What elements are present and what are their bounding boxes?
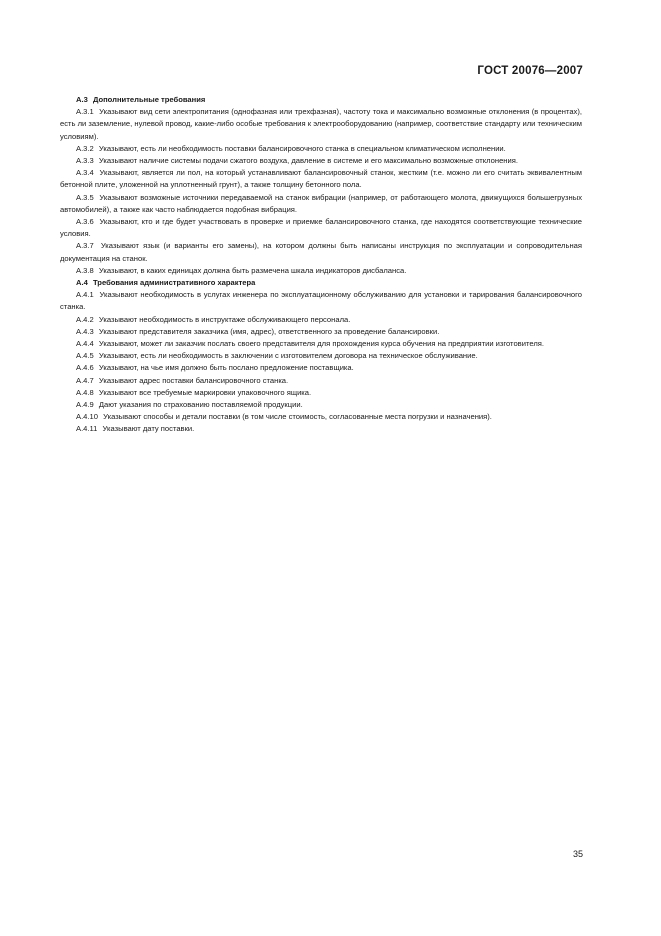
- paragraph: [60, 338, 582, 350]
- paragraph: [60, 216, 582, 240]
- paragraph-text: Указывают возможные источники передаваемой на станок вибрации (например, от работающего молота, движущихся большегрузных автомобилей), а также как часто наблюдается подобная вибрация.: [60, 192, 582, 214]
- paragraph-text: Указывают адрес поставки балансировочного станка.: [98, 375, 289, 385]
- paragraph-number: А.4.3: [76, 326, 94, 336]
- paragraph: [60, 387, 582, 399]
- paragraph-number: А.4.11: [76, 424, 98, 434]
- paragraph-text: Указывают язык (и варианты его замены), на котором должны быть написаны инструкция по эксплуатации и сопроводительная документация на станок.: [60, 241, 582, 263]
- paragraph: [60, 350, 582, 362]
- section-number: А.4: [76, 278, 88, 288]
- paragraph-text: Указывают, на чье имя должно быть послано предложение поставщика.: [98, 363, 354, 373]
- section-number: А.3: [76, 95, 88, 104]
- paragraph-number: А.3.6: [76, 217, 94, 227]
- paragraph: [60, 411, 582, 423]
- page-number: 35: [572, 849, 583, 859]
- paragraph: [60, 192, 582, 216]
- paragraph: [60, 423, 582, 435]
- paragraph-number: А.3.2: [76, 143, 94, 153]
- paragraph: [60, 167, 582, 191]
- paragraph: [60, 106, 582, 143]
- paragraph: [60, 155, 582, 167]
- section-title: Дополнительные требования: [92, 95, 206, 104]
- paragraph: [60, 143, 582, 155]
- paragraph: [60, 289, 582, 313]
- paragraph-number: А.4.8: [76, 387, 94, 397]
- paragraph: [60, 326, 582, 338]
- paragraph-number: А.4.9: [76, 400, 94, 410]
- paragraph: [60, 265, 582, 277]
- paragraph-number: А.4.4: [76, 339, 94, 349]
- paragraph-text: Указывают все требуемые маркировки упаковочного ящика.: [98, 387, 312, 397]
- paragraph: [60, 240, 582, 264]
- paragraph-text: Указывают необходимость в инструктаже обслуживающего персонала.: [98, 314, 351, 324]
- paragraph-number: А.4.7: [76, 375, 94, 385]
- paragraph-number: А.3.3: [76, 156, 94, 166]
- paragraph: [60, 399, 582, 411]
- paragraph-number: А.4.5: [76, 351, 94, 361]
- paragraph: [60, 375, 582, 387]
- paragraph-text: Указывают вид сети электропитания (однофазная или трехфазная), частоту тока и максимально возможные отклонения (в процентах), есть ли заземление, нулевой провод, какие-либо особые требования к электрооборудованию (например, соответствие стандарту или техническим условиям).: [60, 107, 582, 141]
- document-body: [60, 94, 582, 436]
- paragraph-text: Указывают, является ли пол, на который устанавливают балансировочный станок, жестким (т.е. можно ли его считать эквивалентным бетонной плите, уложенной на уплотненный грунт), а также толщину бетонного пола.: [60, 168, 582, 190]
- paragraph-text: Указывают, есть ли необходимость в заключении с изготовителем договора на техническое обслуживание.: [98, 351, 478, 361]
- paragraph-number: А.3.7: [76, 241, 94, 251]
- paragraph-number: А.3.5: [76, 192, 94, 202]
- paragraph-text: Указывают, кто и где будет участвовать в проверке и приемке балансировочного станка, где находятся соответствующие технические условия.: [60, 217, 582, 239]
- paragraph-text: Указывают наличие системы подачи сжатого воздуха, давление в системе и его максимально возможные отклонения.: [98, 156, 518, 166]
- paragraph-number: А.3.1: [76, 107, 94, 117]
- document-id: ГОСТ 20076—2007: [477, 65, 583, 77]
- paragraph-number: А.4.10: [76, 412, 98, 422]
- paragraph-text: Указывают, в каких единицах должна быть размечена шкала индикаторов дисбаланса.: [98, 265, 407, 275]
- paragraph-text: Указывают способы и детали поставки (в том числе стоимость, согласованные места погрузки и назначения).: [103, 412, 492, 422]
- paragraph-number: А.3.4: [76, 168, 94, 178]
- paragraph-text: Указывают дату поставки.: [102, 424, 195, 434]
- paragraph-text: Указывают необходимость в услугах инженера по эксплуатационному обслуживанию для установки и тарирования балансировочного станка.: [60, 290, 582, 312]
- paragraph-number: А.4.6: [76, 363, 94, 373]
- paragraph-number: А.4.1: [76, 290, 94, 300]
- paragraph-text: Указывают представителя заказчика (имя, адрес), ответственного за проведение балансировки.: [98, 326, 440, 336]
- section-heading: [60, 277, 582, 289]
- paragraph-text: Указывают, может ли заказчик послать своего представителя для прохождения курса обучения на предприятии изготовителя.: [98, 339, 544, 349]
- paragraph: [60, 362, 582, 374]
- paragraph-number: А.4.2: [76, 314, 94, 324]
- paragraph-text: Дают указания по страхованию поставляемой продукции.: [98, 400, 303, 410]
- section-title: Требования административного характера: [92, 278, 256, 288]
- paragraph-number: А.3.8: [76, 265, 94, 275]
- section-heading: [60, 94, 582, 106]
- paragraph-text: Указывают, есть ли необходимость поставки балансировочного станка в специальном климатическом исполнении.: [98, 143, 506, 153]
- paragraph: [60, 314, 582, 326]
